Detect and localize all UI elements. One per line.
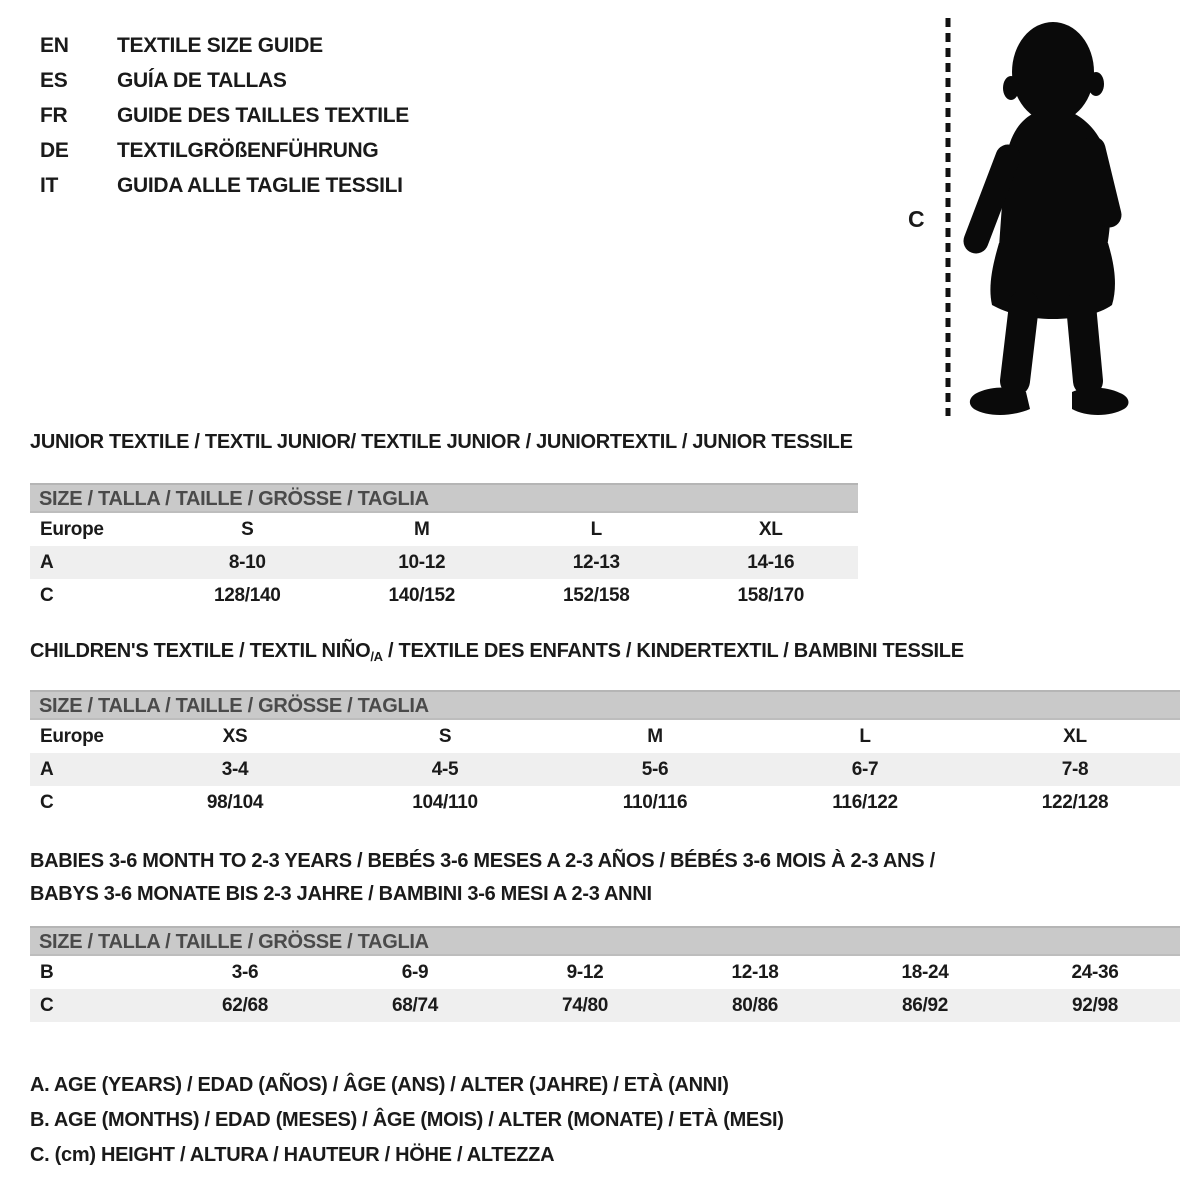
babies-size-table: [30, 956, 1180, 1022]
size-cell: S: [241, 518, 254, 540]
value-cell: 14-16: [684, 546, 859, 579]
row-label: C: [40, 791, 54, 813]
value-cell: 9-12: [566, 961, 604, 983]
language-title: TEXTILE SIZE GUIDE: [117, 34, 323, 57]
legend-line-b: B. AGE (MONTHS) / EDAD (MESES) / ÂGE (MOIS) / ALTER (MONATE) / ETÀ (MESI): [30, 1109, 784, 1131]
children-size-table: [30, 720, 1180, 819]
value-cell: 98/104: [206, 791, 264, 813]
value-cell: 110/116: [622, 791, 688, 813]
legend-line-a: A. AGE (YEARS) / EDAD (AÑOS) / ÂGE (ANS) / ALTER (JAHRE) / ETÀ (ANNI): [30, 1074, 729, 1096]
language-row-en: [40, 28, 409, 63]
language-code: ES: [40, 69, 68, 92]
size-cell: M: [647, 725, 663, 747]
row-label: B: [40, 961, 54, 983]
table-row-europe: [30, 513, 858, 546]
table-row-height: [30, 786, 1180, 819]
value-cell: 3-6: [231, 961, 259, 983]
language-title-list: [40, 28, 409, 203]
babies-section-title: [30, 845, 935, 911]
language-code: FR: [40, 104, 68, 127]
children-title-subscript: /A: [370, 649, 383, 664]
junior-size-header-bar: SIZE / TALLA / TAILLE / GRÖSSE / TAGLIA: [30, 483, 858, 513]
language-title: TEXTILGRÖßENFÜHRUNG: [117, 139, 379, 162]
value-cell: 7-8: [970, 753, 1180, 786]
value-cell: 6-9: [401, 961, 429, 983]
babies-title-line1: BABIES 3-6 MONTH TO 2-3 YEARS / BEBÉS 3-6 MESES A 2-3 AÑOS / BÉBÉS 3-6 MOIS À 2-3 ANS /: [30, 850, 935, 872]
language-row-de: [40, 133, 409, 168]
value-cell: 4-5: [340, 753, 550, 786]
value-cell: 152/158: [562, 584, 630, 606]
row-label: Europe: [40, 725, 104, 747]
junior-size-table: [30, 513, 858, 612]
table-row-age: [30, 753, 1180, 786]
value-cell: 62/68: [160, 989, 330, 1022]
value-cell: 80/86: [670, 989, 840, 1022]
children-title-suffix: / TEXTILE DES ENFANTS / KINDERTEXTIL / BAMBINI TESSILE: [382, 640, 964, 662]
children-section-title: [30, 640, 964, 664]
table-row-months: [30, 956, 1180, 989]
babies-title-line2: BABYS 3-6 MONATE BIS 2-3 JAHRE / BAMBINI 3-6 MESI A 2-3 ANNI: [30, 883, 652, 905]
row-label: Europe: [40, 518, 104, 540]
toddler-silhouette-icon: [960, 15, 1145, 420]
value-cell: 104/110: [412, 791, 478, 813]
table-row-europe: [30, 720, 1180, 753]
language-code: EN: [40, 34, 69, 57]
row-label: A: [30, 546, 160, 579]
value-cell: 92/98: [1010, 989, 1180, 1022]
size-cell: XL: [1063, 725, 1087, 747]
value-cell: 3-4: [130, 753, 340, 786]
language-row-fr: [40, 98, 409, 133]
row-label: C: [30, 989, 160, 1022]
language-code: IT: [40, 174, 59, 197]
height-dashed-line: [943, 15, 953, 419]
height-measure-label: C: [908, 206, 925, 232]
value-cell: 6-7: [760, 753, 970, 786]
size-cell: L: [590, 518, 602, 540]
value-cell: 122/128: [1041, 791, 1109, 813]
value-cell: 12-18: [731, 961, 779, 983]
children-title-prefix: CHILDREN'S TEXTILE / TEXTIL NIÑO: [30, 640, 371, 662]
junior-section-title: JUNIOR TEXTILE / TEXTIL JUNIOR/ TEXTILE JUNIOR / JUNIORTEXTIL / JUNIOR TESSILE: [30, 431, 853, 453]
language-title: GUIDE DES TAILLES TEXTILE: [117, 104, 409, 127]
legend-line-c: C. (cm) HEIGHT / ALTURA / HAUTEUR / HÖHE / ALTEZZA: [30, 1144, 555, 1166]
value-cell: 12-13: [509, 546, 684, 579]
value-cell: 10-12: [335, 546, 510, 579]
language-title: GUIDA ALLE TAGLIE TESSILI: [117, 174, 403, 197]
row-label: A: [30, 753, 130, 786]
measurement-legend: [30, 1068, 784, 1173]
value-cell: 74/80: [500, 989, 670, 1022]
babies-size-header-bar: SIZE / TALLA / TAILLE / GRÖSSE / TAGLIA: [30, 926, 1180, 956]
size-cell: M: [413, 518, 430, 540]
value-cell: 8-10: [160, 546, 335, 579]
language-row-it: [40, 168, 409, 203]
size-cell: S: [438, 725, 452, 747]
value-cell: 128/140: [213, 584, 281, 606]
value-cell: 158/170: [737, 584, 805, 606]
value-cell: 86/92: [840, 989, 1010, 1022]
size-cell: XS: [222, 725, 248, 747]
children-size-header-bar: SIZE / TALLA / TAILLE / GRÖSSE / TAGLIA: [30, 690, 1180, 720]
value-cell: 24-36: [1071, 961, 1119, 983]
value-cell: 140/152: [388, 584, 456, 606]
value-cell: 68/74: [330, 989, 500, 1022]
size-cell: L: [859, 725, 871, 747]
table-row-height: [30, 989, 1180, 1022]
size-cell: XL: [758, 518, 783, 540]
value-cell: 5-6: [550, 753, 760, 786]
row-label: C: [40, 584, 54, 606]
table-row-height: [30, 579, 858, 612]
value-cell: 18-24: [901, 961, 949, 983]
language-code: DE: [40, 139, 69, 162]
language-row-es: [40, 63, 409, 98]
language-title: GUÍA DE TALLAS: [117, 69, 287, 92]
table-row-age: [30, 546, 858, 579]
value-cell: 116/122: [832, 791, 898, 813]
